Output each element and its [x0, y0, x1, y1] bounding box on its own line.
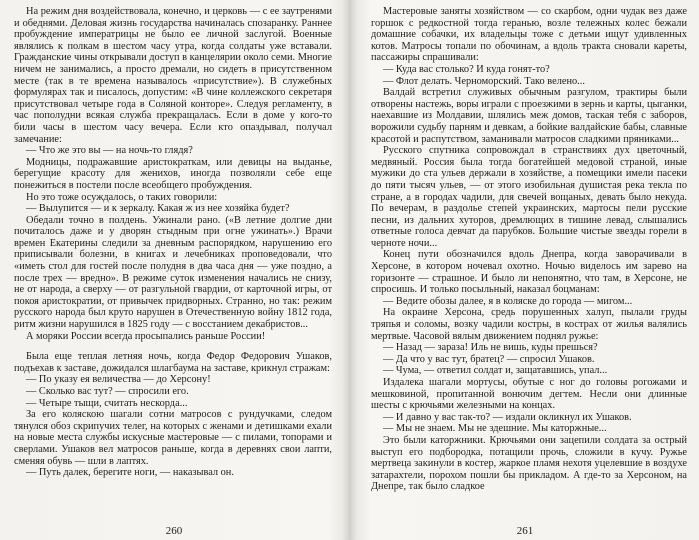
right-page-text: [371, 6, 687, 493]
paragraph: За его коляскою шагали сотни матросов с рундучками, следом тянулся обоз скрипучих телег, на которых с женами и детишками ехали на новые места службы искусные мастеровые — с пилами, топорами и сверлами. Ушаков вел матросов раньше, когда в деревнях свои лапти, сменяя обувь — шли в лаптях.: [14, 409, 332, 467]
dialogue-line: — Путь далек, берегите ноги, — наказывал он.: [26, 467, 234, 479]
section-break: [14, 342, 332, 351]
paragraph: Модницы, подражавшие аристократкам, или девицы на выданье, берегущие красоту для женихов, иногда позволяли себе еще понежиться в постели после всеобщего пробуждения.: [14, 156, 332, 191]
paragraph: Была еще теплая летняя ночь, когда Федор Федорович Ушаков, подъехав к заставе, дожидался шлагбаума на заставе, крикнул стражам:: [14, 351, 332, 374]
dialogue-line: — И давно у вас так-то? — издали окликнул их Ушаков.: [383, 411, 632, 423]
paragraph: На режим дня воздействовала, конечно, и церковь — с ее заутренями и обеднями. Деловая жизнь государства начиналась спозаранку. Раннее пробуждение императрицы не было ее личной заслугой. Военные являлись к полкам в шестом часу утра, когда солдаты уже вставали. Гражданские чины открывали доступ в канцелярии около семи. Многие ничем не занимались, а просто дремали, но сидеть в присутственном месте (так в те времена называлось «присутствие»). В служебных формулярах так и писалось, допустим: «В чине коллежского секретаря присутствовал четыре года в Соляной конторе». Следуя регламенту, в час пополудни всякая служба прекращалась. Если в доме у кого-то били часы в шестом часу вечера. Если кто опаздывал, получал замечание:: [14, 6, 332, 145]
dialogue-line: — Четыре тыщи, считать нескорда...: [26, 397, 188, 409]
page-number-right: 261: [516, 525, 534, 537]
right-page: [351, 0, 699, 540]
dialogue-line: — Флот делать. Черноморский. Тако велено...: [383, 75, 585, 87]
dialogue-line: — По указу ея величества — до Херсону!: [26, 374, 211, 386]
dialogue-line: — Назад — зараза! Иль не вишь, куды прешься?: [383, 342, 598, 354]
dialogue-line: — Куда вас столько? И куда гонят-то?: [383, 63, 550, 75]
dialogue-line: — Мы не знаем. Мы не здешние. Мы каторжные...: [383, 423, 607, 435]
dialogue-line: — Что же это вы — на ночь-то глядя?: [26, 145, 193, 157]
dialogue-line: — Да что у вас тут, братец? — спросил Ушаков.: [383, 353, 595, 365]
paragraph: Русского спутника сопровождал в странствиях дух цветочный, медвяный. Россия была тогда богатейшей медовой страной, иные мужики до ста ульев держали в хозяйстве, а помещики имели пасеки до пяти тысяч ульев, — от этого изобильная душистая река текла по стране, а в городах чадили, для свечей вощаных, девать было некуда. По вечерам, в раздолье степей украинских, мартосы пели русские песни, из дальних хуторов, дремлющих в тишине левад, слышались ответные голоса девчат да парубков. Большие чистые звезды горели в черноте ночи...: [371, 145, 687, 249]
paragraph: Мастеровые заняты хозяйством — со скарбом, одни чудак вез даже горшок с редкостной тогда геранью, возле тележных колес бежали домашние собачки, их владельцы тоже с детьми ищут удивленных котов. Матросы топали по обочинам, а вдоль тракта сновали кареты, пассажиры спрашивали:: [371, 6, 687, 64]
left-page: [0, 0, 348, 540]
dialogue-line: — Чума, — ответил солдат и, защатавшись, упал...: [383, 365, 608, 377]
paragraph: Но это тоже осуждалось, о таких говорили:: [26, 191, 218, 203]
dialogue-line: — Сколько вас тут? — спросили его.: [26, 386, 189, 397]
paragraph: На окраине Херсона, средь порушенных халуп, пылали груды тряпья и соломы, возку чадили костры, в кострах от жилья валялись мертвые. Часовой вялым движением поднял ружье:: [371, 307, 687, 342]
paragraph: Валдай встретил служивых обычным разгулом, трактиры были отворены настежь, воры играли с проезжими в зернь и карты, цыганки, наехавшие из Молдавии, шлялись меж домов, таская тебя с заборов, ворожили судьбу парням и девкам, а бойкие валдайские бабы, славные красотой и распутством, заманивали матросов сладкими пряниками...: [371, 87, 687, 145]
paragraph: Конец пути обозначился вдоль Днепра, когда заворачивали в Херсоне, в котором ночевал охотно. Ночью виделось им зарево на горизонте — страшное. И было ли непонятно, что там, в Херсоне, не спросишь. И только посыльный, наказал боцманам:: [371, 249, 687, 296]
paragraph: Обедали точно в полдень. Ужинали рано. («В летние долгие дни почиталось даже и у дворян стыдным при огне ужинать».) Врачи времен Екатерины следили за дневным распорядком, нарушению его приписывали болезни, в книгах и лечебниках проповедовали, что «иметь стол для гостей после полудня в два часа дня — уже поздно, а после трех — вредно». В режиме суток изменения начались не снизу, не от народа, а сверху — от разгульной гвардии, от карточной игры, от покоя аристократии, от привычек придворных. Странно, но так: режим русского народа был круто нарушен в Отечественную войну 1812 года, ритм жизни нарушился в 1825 году — с восстанием декабристов...: [14, 214, 332, 331]
dialogue-line: — Ведите обозы далее, я в коляске до города — мигом...: [383, 295, 633, 307]
left-page-text: [14, 6, 332, 479]
page-number-left: 260: [165, 525, 183, 537]
dialogue-line: — Вылупится — и к зеркалу. Какая ж из нее хозяйка будет?: [26, 203, 290, 215]
paragraph: Издалека шагали мортусы, обутые с ног до головы рогожами и мешковиной, пропитанной вонючим дегтем. Несли они длинные шесты с крючьями железными на концах.: [371, 377, 687, 412]
paragraph: А моряки России всегда просыпались раньше России!: [26, 330, 266, 342]
paragraph: Это были каторжники. Крючьями они зацепили солдата за острый выступ его подбородка, потащили прочь, сложили в кучу. Ружье мертвеца закинули в костер, жаркое пламя нехотя уцелевшие в воздухе затарахтели, порохом пошли бы прикладом. А где-то за Херсоном, на Днепре, так было сладкое: [371, 434, 687, 493]
